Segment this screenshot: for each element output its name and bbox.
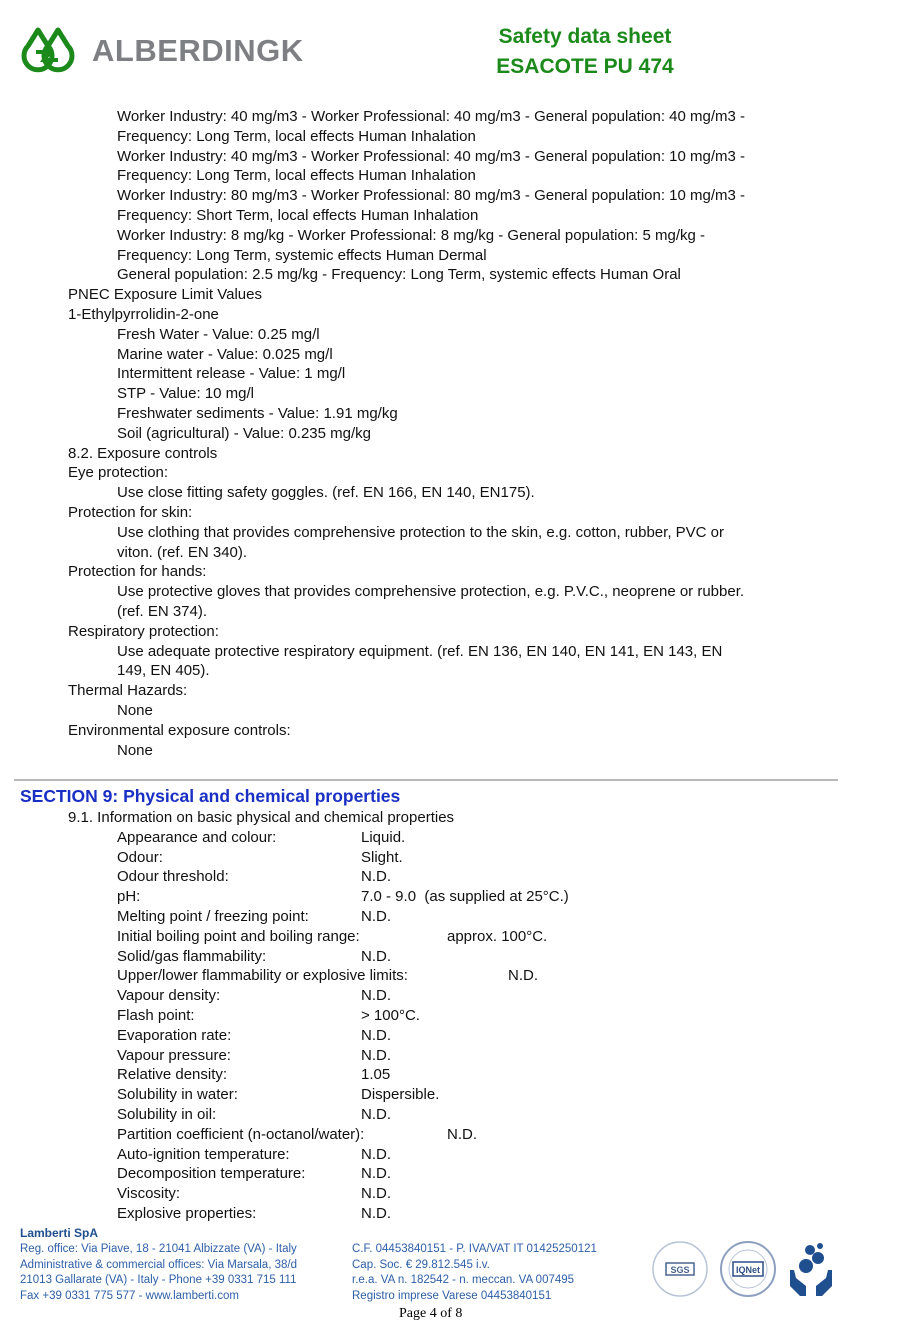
thermal-hazards-text: None bbox=[117, 701, 153, 719]
property-label: Vapour density: bbox=[117, 987, 221, 1005]
section-9-content bbox=[0, 808, 899, 1224]
property-row bbox=[0, 927, 899, 947]
property-value: N.D. bbox=[361, 987, 391, 1005]
property-label: Explosive properties: bbox=[117, 1204, 257, 1222]
document-title bbox=[440, 22, 730, 82]
svg-text:SGS: SGS bbox=[670, 1265, 690, 1275]
skin-protection-text: viton. (ref. EN 340). bbox=[117, 543, 248, 561]
property-row bbox=[0, 1125, 899, 1145]
property-value: N.D. bbox=[361, 1145, 391, 1163]
property-label: Decomposition temperature: bbox=[117, 1165, 306, 1183]
fiscal-line: Cap. Soc. € 29.812.545 i.v. bbox=[352, 1258, 490, 1271]
property-row bbox=[0, 907, 899, 927]
iqnet-certification-icon bbox=[718, 1239, 778, 1299]
page-number: Page 4 of 8 bbox=[399, 1306, 463, 1321]
property-row bbox=[0, 1145, 899, 1165]
sgs-certification-icon bbox=[650, 1239, 710, 1299]
dnel-line: Frequency: Long Term, local effects Human Inhalation bbox=[117, 127, 476, 145]
property-row bbox=[0, 986, 899, 1006]
property-row bbox=[0, 828, 899, 848]
property-value: N.D. bbox=[447, 1125, 477, 1143]
property-value: N.D. bbox=[361, 907, 391, 925]
property-value: N.D. bbox=[361, 868, 391, 886]
company-name: Lamberti SpA bbox=[20, 1226, 99, 1240]
hand-protection-label: Protection for hands: bbox=[68, 563, 207, 581]
property-row bbox=[0, 867, 899, 887]
property-value: N.D. bbox=[508, 967, 538, 985]
company-address bbox=[20, 1242, 297, 1304]
property-label: Viscosity: bbox=[117, 1185, 181, 1203]
property-row bbox=[0, 947, 899, 967]
product-name: ESACOTE PU 474 bbox=[496, 55, 674, 78]
pnec-value: STP - Value: 10 mg/l bbox=[117, 385, 255, 403]
page-header bbox=[0, 0, 899, 100]
title-line-1: Safety data sheet bbox=[498, 25, 672, 48]
property-row bbox=[0, 1065, 899, 1085]
property-value: approx. 100°C. bbox=[447, 927, 548, 945]
section-9-title: SECTION 9: Physical and chemical properties bbox=[20, 786, 401, 806]
section-8-content bbox=[0, 107, 899, 760]
hand-protection-text: (ref. EN 374). bbox=[117, 602, 208, 620]
skin-protection-label: Protection for skin: bbox=[68, 503, 193, 521]
property-value: N.D. bbox=[361, 1026, 391, 1044]
section-9-subheading: 9.1. Information on basic physical and chemical properties bbox=[68, 809, 455, 826]
certification-badges bbox=[650, 1238, 836, 1300]
dnel-line: Worker Industry: 40 mg/m3 - Worker Professional: 40 mg/m3 - General population: 10 mg/m3 - bbox=[117, 147, 746, 165]
property-row bbox=[0, 1204, 899, 1224]
address-line: Reg. office: Via Piave, 18 - 21041 Albizzate (VA) - Italy bbox=[20, 1243, 297, 1255]
property-label: Odour threshold: bbox=[117, 868, 229, 886]
eye-protection-label: Eye protection: bbox=[68, 464, 169, 482]
property-row bbox=[0, 848, 899, 868]
dnel-line: Worker Industry: 40 mg/m3 - Worker Professional: 40 mg/m3 - General population: 40 mg/m3 - bbox=[117, 108, 746, 125]
pnec-value: Fresh Water - Value: 0.25 mg/l bbox=[117, 325, 320, 343]
pnec-value: Marine water - Value: 0.025 mg/l bbox=[117, 345, 333, 363]
property-row bbox=[0, 1006, 899, 1026]
property-label: Upper/lower flammability or explosive limits: bbox=[117, 967, 408, 985]
hand-protection-text: Use protective gloves that provides comprehensive protection, e.g. P.V.C., neoprene or rubber. bbox=[117, 583, 745, 601]
dnel-line: General population: 2.5 mg/kg - Frequency: Long Term, systemic effects Human Oral bbox=[117, 266, 681, 284]
property-value: > 100°C. bbox=[361, 1006, 420, 1024]
property-value: Dispersible. bbox=[361, 1086, 440, 1104]
property-label: Solubility in water: bbox=[117, 1086, 238, 1104]
environmental-controls-text: None bbox=[117, 741, 153, 759]
respiratory-protection-text: Use adequate protective respiratory equipment. (ref. EN 136, EN 140, EN 141, EN 143, EN bbox=[117, 642, 723, 660]
alberdingk-drops-icon bbox=[18, 26, 78, 76]
property-value: N.D. bbox=[361, 1165, 391, 1183]
exposure-controls-heading: 8.2. Exposure controls bbox=[68, 444, 218, 462]
respiratory-protection-label: Respiratory protection: bbox=[68, 622, 219, 640]
dnel-line: Worker Industry: 80 mg/m3 - Worker Professional: 80 mg/m3 - General population: 10 mg/m3 - bbox=[117, 187, 746, 205]
property-label: pH: bbox=[117, 888, 141, 906]
responsible-care-icon bbox=[786, 1238, 836, 1300]
pnec-value: Freshwater sediments - Value: 1.91 mg/kg bbox=[117, 404, 398, 422]
respiratory-protection-text: 149, EN 405). bbox=[117, 662, 210, 680]
property-label: Initial boiling point and boiling range: bbox=[117, 927, 360, 945]
pnec-heading: PNEC Exposure Limit Values bbox=[68, 286, 262, 304]
brand-name: ALBERDINGK bbox=[92, 33, 304, 68]
property-label: Relative density: bbox=[117, 1066, 228, 1084]
property-value: 1.05 bbox=[361, 1066, 391, 1084]
pnec-value: Soil (agricultural) - Value: 0.235 mg/kg bbox=[117, 424, 372, 442]
property-row bbox=[0, 966, 899, 986]
address-line: 21013 Gallarate (VA) - Italy - Phone +39 0331 715 111 bbox=[20, 1274, 297, 1287]
property-label: Melting point / freezing point: bbox=[117, 907, 309, 925]
property-label: Evaporation rate: bbox=[117, 1026, 232, 1044]
page-footer bbox=[0, 1226, 899, 1329]
property-row bbox=[0, 1184, 899, 1204]
environmental-controls-label: Environmental exposure controls: bbox=[68, 721, 291, 739]
property-value: N.D. bbox=[361, 1046, 391, 1064]
property-row bbox=[0, 1046, 899, 1066]
section-divider bbox=[14, 779, 838, 781]
dnel-line: Frequency: Long Term, systemic effects Human Dermal bbox=[117, 246, 487, 264]
fiscal-line: r.e.a. VA n. 182542 - n. meccan. VA 007495 bbox=[352, 1274, 575, 1287]
property-value: N.D. bbox=[361, 947, 391, 965]
property-row bbox=[0, 1026, 899, 1046]
address-line: Fax +39 0331 775 577 - www.lamberti.com bbox=[20, 1289, 239, 1302]
property-label: Partition coefficient (n-octanol/water): bbox=[117, 1125, 365, 1143]
property-value: N.D. bbox=[361, 1204, 391, 1222]
svg-text:IQNet: IQNet bbox=[735, 1265, 761, 1275]
property-row bbox=[0, 1164, 899, 1184]
property-row bbox=[0, 887, 899, 907]
property-value: N.D. bbox=[361, 1105, 391, 1123]
property-label: Vapour pressure: bbox=[117, 1046, 231, 1064]
fiscal-info bbox=[352, 1242, 597, 1304]
fiscal-line: C.F. 04453840151 - P. IVA/VAT IT 01425250121 bbox=[352, 1243, 597, 1255]
pnec-value: Intermittent release - Value: 1 mg/l bbox=[117, 365, 346, 383]
property-label: Solubility in oil: bbox=[117, 1105, 217, 1123]
dnel-line: Frequency: Long Term, local effects Human Inhalation bbox=[117, 167, 476, 185]
property-value: N.D. bbox=[361, 1185, 391, 1203]
dnel-line: Worker Industry: 8 mg/kg - Worker Professional: 8 mg/kg - General population: 5 mg/kg - bbox=[117, 226, 706, 244]
property-label: Appearance and colour: bbox=[117, 828, 277, 846]
skin-protection-text: Use clothing that provides comprehensive protection to the skin, e.g. cotton, rubber, PVC or bbox=[117, 523, 724, 541]
dnel-line: Frequency: Short Term, local effects Human Inhalation bbox=[117, 206, 479, 224]
company-logo bbox=[18, 26, 304, 76]
property-value: 7.0 - 9.0 (as supplied at 25°C.) bbox=[361, 888, 569, 906]
fiscal-line: Registro imprese Varese 04453840151 bbox=[352, 1289, 552, 1302]
property-value: Liquid. bbox=[361, 828, 406, 846]
property-label: Auto-ignition temperature: bbox=[117, 1145, 290, 1163]
property-value: Slight. bbox=[361, 848, 403, 866]
property-row bbox=[0, 1085, 899, 1105]
eye-protection-text: Use close fitting safety goggles. (ref. EN 166, EN 140, EN175). bbox=[117, 484, 535, 502]
address-line: Administrative & commercial offices: Via Marsala, 38/d bbox=[20, 1258, 297, 1271]
pnec-substance: 1-Ethylpyrrolidin-2-one bbox=[68, 305, 219, 323]
property-label: Odour: bbox=[117, 848, 163, 866]
property-label: Flash point: bbox=[117, 1006, 195, 1024]
property-label: Solid/gas flammability: bbox=[117, 947, 267, 965]
thermal-hazards-label: Thermal Hazards: bbox=[68, 682, 188, 700]
property-row bbox=[0, 1105, 899, 1125]
